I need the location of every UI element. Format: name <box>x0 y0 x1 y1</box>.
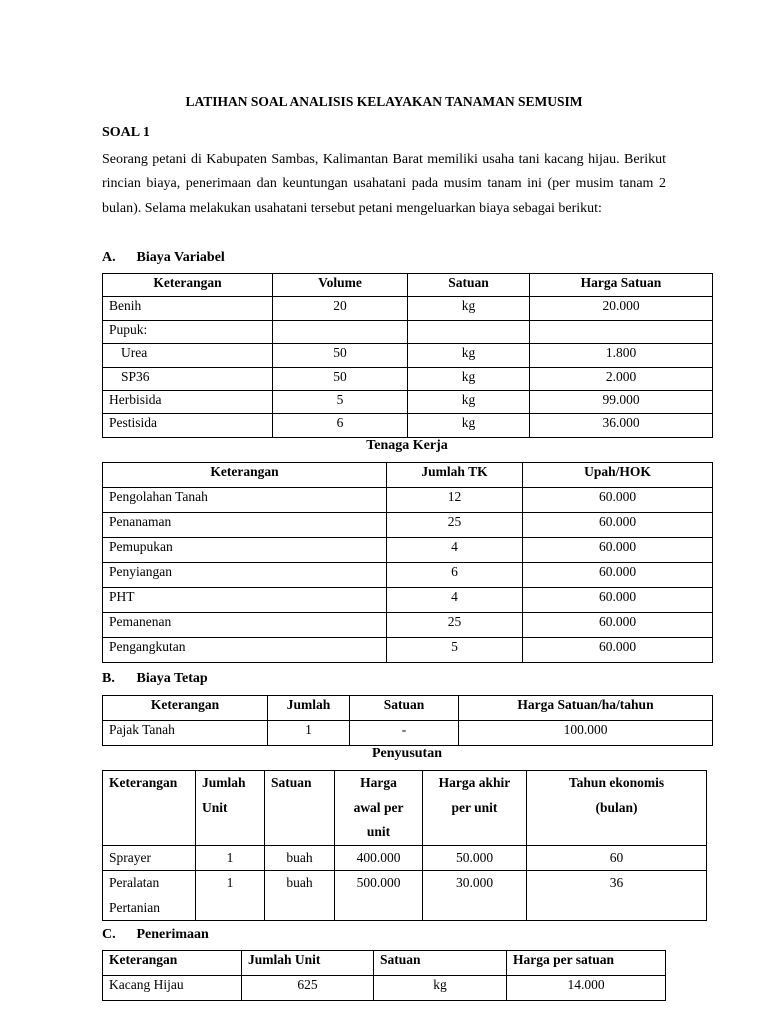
table-header: Satuan <box>265 771 335 846</box>
section-b-heading <box>102 671 208 687</box>
table-cell: 30.000 <box>423 871 527 921</box>
table-cell: 25 <box>387 513 523 538</box>
table-header: Satuan <box>350 696 459 721</box>
table-cell: 50 <box>273 367 408 390</box>
table-header: Harga Satuan <box>530 274 713 297</box>
table-cell: 100.000 <box>459 721 713 746</box>
table-cell: 1.800 <box>530 344 713 367</box>
table-header: Keterangan <box>103 274 273 297</box>
table-cell: 6 <box>387 563 523 588</box>
table-cell: Pajak Tanah <box>103 721 268 746</box>
table-cell: kg <box>408 390 530 413</box>
table-header: Harga Satuan/ha/tahun <box>459 696 713 721</box>
table-cell: 400.000 <box>335 845 423 871</box>
table-cell: 50.000 <box>423 845 527 871</box>
biaya-variabel-table <box>102 273 713 438</box>
table-row <box>103 613 713 638</box>
table-cell: 25 <box>387 613 523 638</box>
soal-heading: SOAL 1 <box>102 125 150 140</box>
section-c-label: Penerimaan <box>136 927 209 942</box>
table-row <box>103 513 713 538</box>
table-row <box>103 976 666 1001</box>
table-cell: 2.000 <box>530 367 713 390</box>
table-cell: 60.000 <box>523 613 713 638</box>
table-cell: Kacang Hijau <box>103 976 242 1001</box>
table-cell: 60.000 <box>523 488 713 513</box>
table-cell: 4 <box>387 538 523 563</box>
table-header-row <box>103 696 713 721</box>
table-cell: SP36 <box>103 367 273 390</box>
table-header: Keterangan <box>103 463 387 488</box>
table-header: Jumlah TK <box>387 463 523 488</box>
table-cell: 1 <box>268 721 350 746</box>
table-header: Keterangan <box>103 696 268 721</box>
table-row <box>103 488 713 513</box>
penyusutan-table <box>102 770 707 921</box>
section-a-letter: A. <box>102 250 116 265</box>
table-header-row <box>103 463 713 488</box>
table-cell: Pemanenan <box>103 613 387 638</box>
table-cell: Pengolahan Tanah <box>103 488 387 513</box>
table-header: Keterangan <box>103 771 196 846</box>
penerimaan-table <box>102 950 666 1001</box>
table-cell: 99.000 <box>530 390 713 413</box>
table-header-row <box>103 274 713 297</box>
section-b-letter: B. <box>102 671 115 686</box>
table-cell: buah <box>265 845 335 871</box>
table-row <box>103 414 713 437</box>
table-header: Jumlah Unit <box>242 951 374 976</box>
table-row <box>103 367 713 390</box>
table-cell: 60.000 <box>523 563 713 588</box>
table-cell: 60.000 <box>523 588 713 613</box>
table-cell: 60.000 <box>523 538 713 563</box>
table-cell: Pengangkutan <box>103 638 387 663</box>
tenaga-kerja-table <box>102 462 713 663</box>
table-header: Satuan <box>408 274 530 297</box>
table-header: Satuan <box>374 951 507 976</box>
table-cell: Penanaman <box>103 513 387 538</box>
table-row <box>103 871 707 921</box>
table-header-row <box>103 771 707 846</box>
table-header: Harga akhir per unit <box>423 771 527 846</box>
intro-paragraph: Seorang petani di Kabupaten Sambas, Kalimantan Barat memiliki usaha tani kacang hijau. Berikut rincian biaya, penerimaan dan keuntungan usahatani pada musim tanam ini (per musim tanam 2 bulan). Selama melakukan usahatani tersebut petani mengeluarkan biaya sebagai berikut: <box>102 152 666 216</box>
table-row <box>103 320 713 343</box>
table-cell: 5 <box>273 390 408 413</box>
table-header: Upah/HOK <box>523 463 713 488</box>
table-row <box>103 297 713 320</box>
table-row <box>103 845 707 871</box>
table-cell: Peralatan Pertanian <box>103 871 196 921</box>
table-cell: Penyiangan <box>103 563 387 588</box>
table-cell: PHT <box>103 588 387 613</box>
table-cell: kg <box>408 414 530 437</box>
table-header: Harga awal per unit <box>335 771 423 846</box>
table-cell: 50 <box>273 344 408 367</box>
table-cell: 60.000 <box>523 638 713 663</box>
table-cell: 36 <box>527 871 707 921</box>
table-cell: 60 <box>527 845 707 871</box>
table-cell: - <box>350 721 459 746</box>
table-cell: kg <box>408 297 530 320</box>
table-cell: 20 <box>273 297 408 320</box>
section-b-label: Biaya Tetap <box>136 671 208 686</box>
table-cell: 4 <box>387 588 523 613</box>
table-cell: 625 <box>242 976 374 1001</box>
table-cell <box>408 320 530 343</box>
table-cell: kg <box>408 344 530 367</box>
table-row <box>103 344 713 367</box>
table-cell: 14.000 <box>507 976 666 1001</box>
section-c-heading <box>102 927 209 943</box>
table-cell: 60.000 <box>523 513 713 538</box>
table-cell <box>530 320 713 343</box>
penyusutan-title: Penyusutan <box>371 746 443 761</box>
table-header: Harga per satuan <box>507 951 666 976</box>
table-cell: 1 <box>196 871 265 921</box>
table-cell: Urea <box>103 344 273 367</box>
table-header: Jumlah <box>268 696 350 721</box>
table-header: Jumlah Unit <box>196 771 265 846</box>
table-cell <box>273 320 408 343</box>
table-cell: buah <box>265 871 335 921</box>
table-cell: 500.000 <box>335 871 423 921</box>
table-row <box>103 538 713 563</box>
table-cell: Sprayer <box>103 845 196 871</box>
table-cell: 36.000 <box>530 414 713 437</box>
table-cell: 20.000 <box>530 297 713 320</box>
table-cell: 12 <box>387 488 523 513</box>
tenaga-kerja-title: Tenaga Kerja <box>366 438 448 453</box>
table-row <box>103 638 713 663</box>
table-row <box>103 390 713 413</box>
table-header: Volume <box>273 274 408 297</box>
table-cell: Benih <box>103 297 273 320</box>
table-cell: kg <box>408 367 530 390</box>
section-a-heading <box>102 250 225 266</box>
biaya-tetap-table <box>102 695 713 746</box>
table-row <box>103 588 713 613</box>
table-header: Tahun ekonomis (bulan) <box>527 771 707 846</box>
section-a-label: Biaya Variabel <box>136 250 225 265</box>
table-cell: Pemupukan <box>103 538 387 563</box>
table-cell: kg <box>374 976 507 1001</box>
table-cell: Herbisida <box>103 390 273 413</box>
table-row <box>103 563 713 588</box>
table-cell: 1 <box>196 845 265 871</box>
section-c-letter: C. <box>102 927 116 942</box>
table-cell: Pupuk: <box>103 320 273 343</box>
table-header-row <box>103 951 666 976</box>
table-cell: 5 <box>387 638 523 663</box>
table-cell: Pestisida <box>103 414 273 437</box>
document-title: LATIHAN SOAL ANALISIS KELAYAKAN TANAMAN SEMUSIM <box>185 94 583 109</box>
table-header: Keterangan <box>103 951 242 976</box>
table-cell: 6 <box>273 414 408 437</box>
table-row <box>103 721 713 746</box>
